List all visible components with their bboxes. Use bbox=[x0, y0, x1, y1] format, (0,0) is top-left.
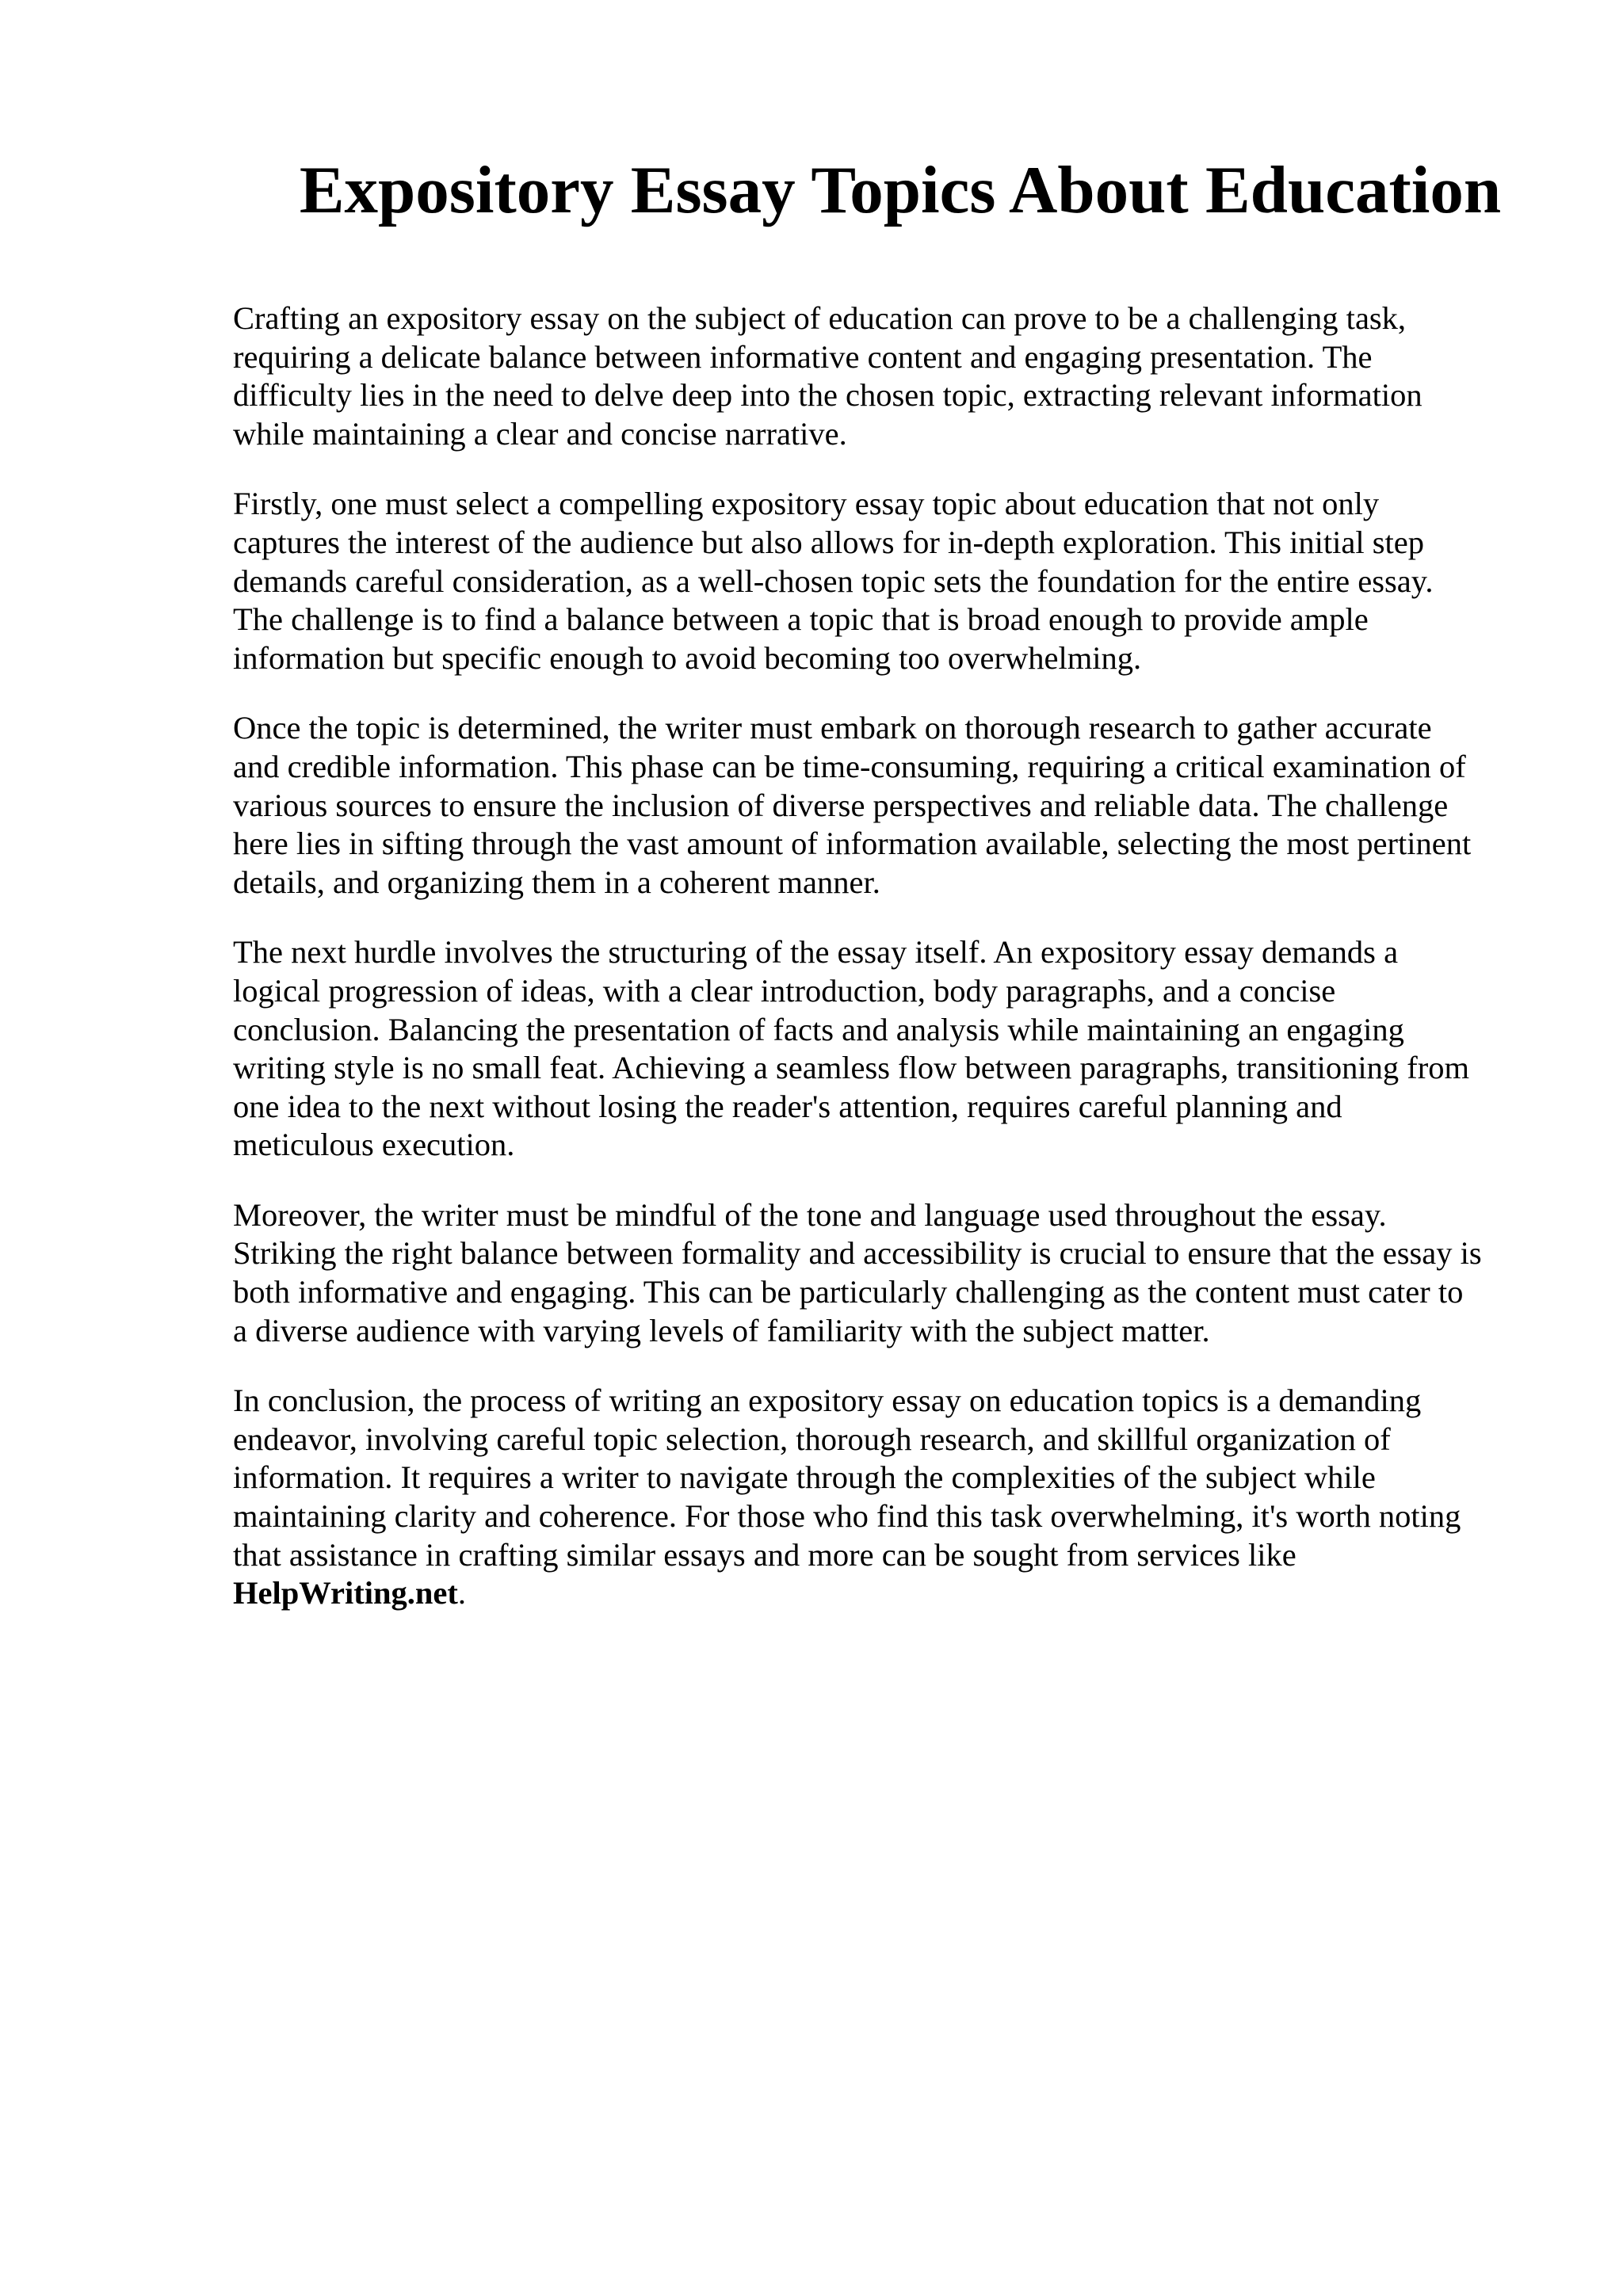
text-line: writing style is no small feat. Achieving a seamless flow between paragraphs, transitioning from bbox=[233, 1050, 1470, 1086]
text-line: Once the topic is determined, the writer must embark on thorough research to gather accurate bbox=[233, 710, 1432, 746]
paragraph-4 bbox=[233, 933, 1533, 1165]
text-line: maintaining clarity and coherence. For those who find this task overwhelming, it's worth noting bbox=[233, 1498, 1461, 1535]
text-line: a diverse audience with varying levels of familiarity with the subject matter. bbox=[233, 1312, 1210, 1348]
text-line: that assistance in crafting similar essays and more can be sought from services like bbox=[233, 1536, 1296, 1573]
text-line: The challenge is to find a balance between a topic that is broad enough to provide ample bbox=[233, 601, 1369, 638]
text-line: logical progression of ideas, with a clear introduction, body paragraphs, and a concise bbox=[233, 972, 1336, 1009]
text-line: conclusion. Balancing the presentation of facts and analysis while maintaining an engaging bbox=[233, 1011, 1404, 1047]
text-line: Moreover, the writer must be mindful of the tone and language used throughout the essay. bbox=[233, 1196, 1387, 1233]
text-line: one idea to the next without losing the reader's attention, requires careful planning and bbox=[233, 1088, 1342, 1124]
text-line: captures the interest of the audience but also allows for in-depth exploration. This initial step bbox=[233, 524, 1424, 560]
text-line: demands careful consideration, as a well-chosen topic sets the foundation for the entire essay. bbox=[233, 563, 1434, 599]
text-line: here lies in sifting through the vast amount of information available, selecting the most pertinent bbox=[233, 826, 1472, 862]
page-title: Expository Essay Topics About Education bbox=[299, 153, 1502, 227]
essay-body bbox=[233, 299, 1533, 1645]
text-line: and credible information. This phase can be time-consuming, requiring a critical examination of bbox=[233, 748, 1466, 784]
paragraph-1 bbox=[233, 299, 1533, 453]
helpwriting-link[interactable]: HelpWriting.net bbox=[233, 1575, 458, 1611]
text-line: while maintaining a clear and concise narrative. bbox=[233, 415, 847, 452]
text-line: The next hurdle involves the structuring of the essay itself. An expository essay demands a bbox=[233, 934, 1399, 971]
text-line: details, and organizing them in a coherent manner. bbox=[233, 864, 880, 900]
text-line: Crafting an expository essay on the subject of education can prove to be a challenging task, bbox=[233, 300, 1407, 336]
text-line: Striking the right balance between formality and accessibility is crucial to ensure that the essay is bbox=[233, 1235, 1482, 1272]
text-line: meticulous execution. bbox=[233, 1127, 515, 1163]
closing-line bbox=[233, 1574, 1533, 1613]
text-line: endeavor, involving careful topic selection, thorough research, and skillful organization of bbox=[233, 1421, 1391, 1457]
text-line: both informative and engaging. This can be particularly challenging as the content must cater to bbox=[233, 1274, 1464, 1310]
paragraph-5 bbox=[233, 1196, 1533, 1350]
paragraph-2 bbox=[233, 485, 1533, 677]
text-line: Firstly, one must select a compelling expository essay topic about education that not only bbox=[233, 486, 1380, 522]
text-line: information but specific enough to avoid becoming too overwhelming. bbox=[233, 639, 1142, 676]
text-line: In conclusion, the process of writing an expository essay on education topics is a demanding bbox=[233, 1383, 1422, 1419]
text-line: requiring a delicate balance between informative content and engaging presentation. The bbox=[233, 338, 1373, 375]
text-line: difficulty lies in the need to delve deep into the chosen topic, extracting relevant information bbox=[233, 377, 1423, 414]
closing-punctuation: . bbox=[457, 1575, 467, 1611]
paragraph-6 bbox=[233, 1382, 1533, 1613]
text-line: information. It requires a writer to navigate through the complexities of the subject while bbox=[233, 1459, 1376, 1496]
paragraph-3 bbox=[233, 709, 1533, 902]
text-line: various sources to ensure the inclusion of diverse perspectives and reliable data. The challenge bbox=[233, 787, 1449, 823]
